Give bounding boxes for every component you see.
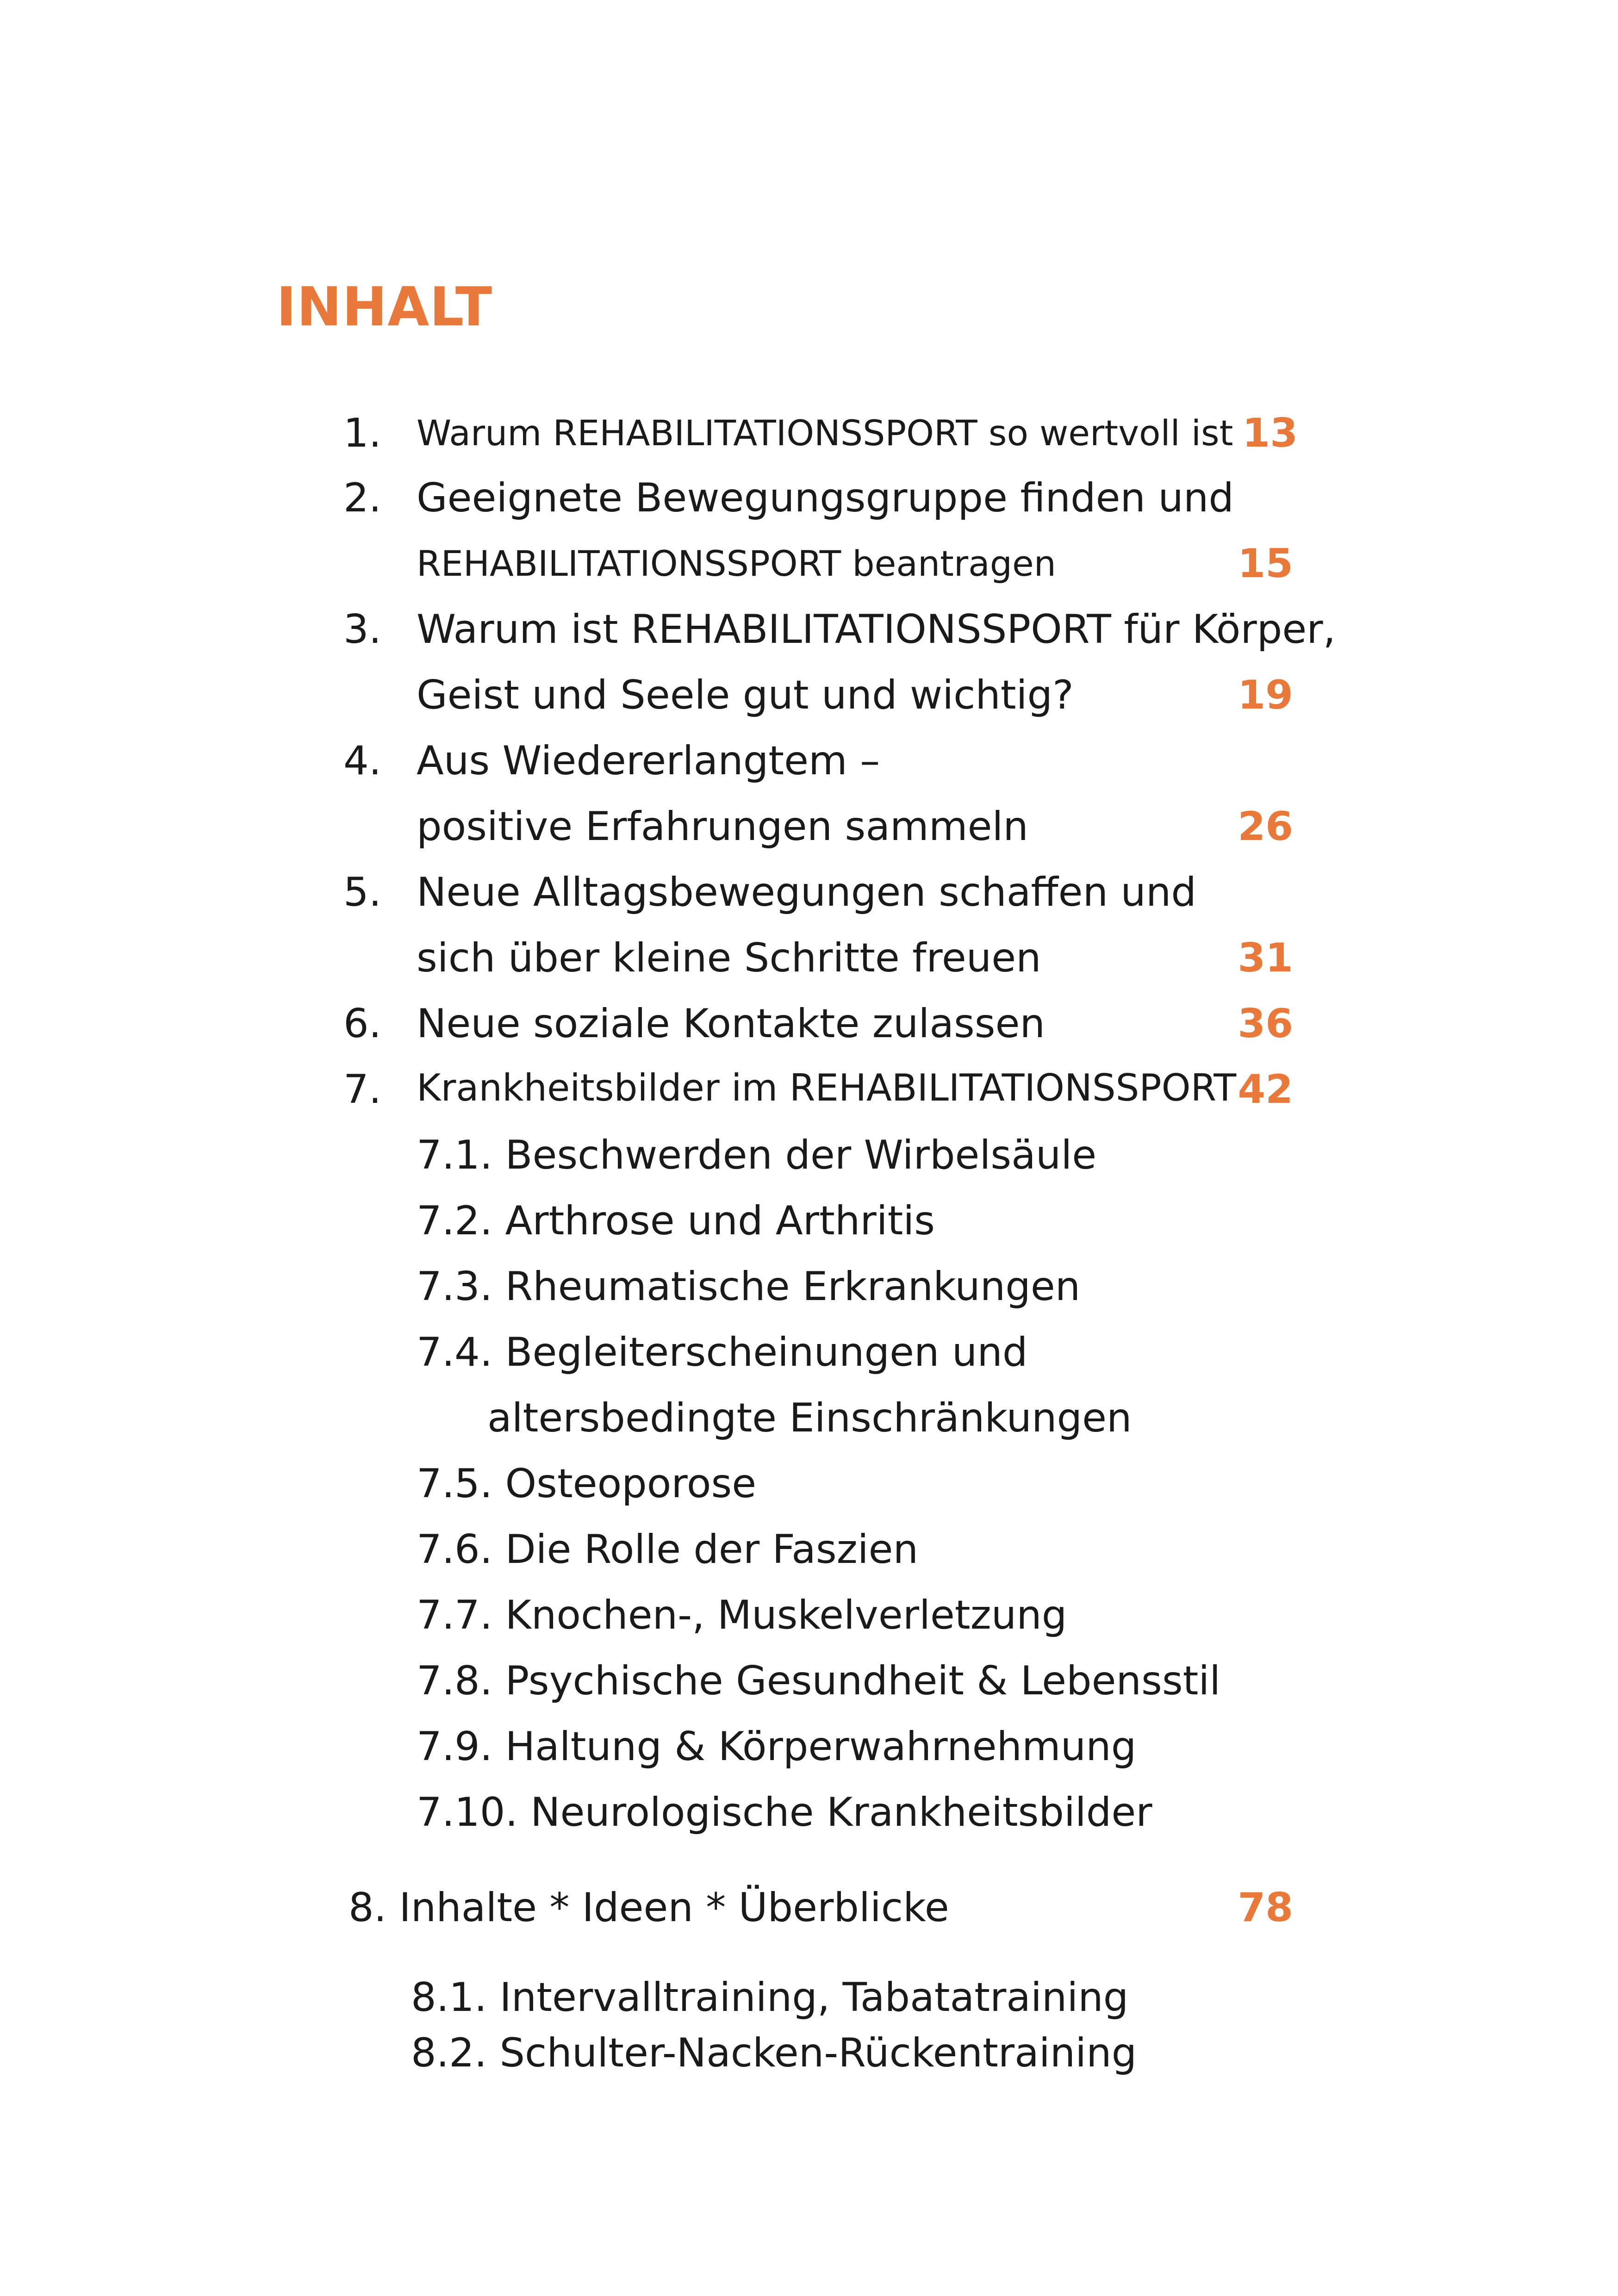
toc-entry-title: Neue soziale Kontakte zulassen xyxy=(417,1001,1045,1047)
toc-entry-title-cont: positive Erfahrungen sammeln xyxy=(417,803,1028,850)
toc-subentry-7-4-cont: altersbedingte Einschränkungen xyxy=(487,1395,1132,1441)
toc-entry-number: 4. xyxy=(343,738,382,784)
toc-subentry-7-8[interactable]: 7.8. Psychische Gesundheit & Lebensstil xyxy=(417,1658,1221,1704)
toc-subentry-8-2[interactable]: 8.2. Schulter-Nacken-Rückentraining xyxy=(411,2030,1137,2076)
toc-entry-title: Warum REHABILITATIONSSPORT so wertvoll ist xyxy=(417,412,1233,454)
toc-subentry-7-7[interactable]: 7.7. Knochen-, Muskelverletzung xyxy=(417,1592,1067,1638)
toc-page-number: 26 xyxy=(1238,803,1293,850)
toc-page-number: 19 xyxy=(1238,672,1293,718)
toc-page-number: 42 xyxy=(1238,1066,1293,1113)
toc-subentry-7-4[interactable]: 7.4. Begleiterscheinungen und xyxy=(417,1329,1028,1375)
toc-entry-number: 6. xyxy=(343,1001,382,1047)
toc-subentry-7-1[interactable]: 7.1. Beschwerden der Wirbelsäule xyxy=(417,1132,1097,1178)
toc-page-number: 36 xyxy=(1238,1001,1293,1047)
page-title: INHALT xyxy=(276,276,492,338)
toc-entry-title: Neue Alltagsbewegungen schaffen und xyxy=(417,869,1197,915)
toc-entry-title: Krankheitsbilder im REHABILITATIONSSPORT xyxy=(417,1066,1237,1109)
toc-entry-title-cont: REHABILITATIONSSPORT beantragen xyxy=(417,543,1056,584)
toc-entry-title: 8. Inhalte * Ideen * Überblicke xyxy=(348,1885,949,1931)
toc-subentry-7-5[interactable]: 7.5. Osteoporose xyxy=(417,1461,757,1507)
toc-entry-title: Aus Wiedererlangtem – xyxy=(417,738,880,784)
toc-page-number: 78 xyxy=(1238,1885,1293,1931)
toc-page-number: 13 xyxy=(1242,410,1298,456)
toc-subentry-7-10[interactable]: 7.10. Neurologische Krankheitsbilder xyxy=(417,1789,1152,1836)
toc-subentry-7-9[interactable]: 7.9. Haltung & Körperwahrnehmung xyxy=(417,1724,1137,1770)
toc-subentry-8-1[interactable]: 8.1. Intervalltraining, Tabatatraining xyxy=(411,1974,1129,2021)
toc-subentry-7-2[interactable]: 7.2. Arthrose und Arthritis xyxy=(417,1198,935,1244)
toc-entry-title-cont: sich über kleine Schritte freuen xyxy=(417,935,1041,981)
toc-entry-title: Warum ist REHABILITATIONSSPORT für Körper, xyxy=(417,606,1336,653)
toc-entry-number: 5. xyxy=(343,869,382,915)
toc-entry-number: 2. xyxy=(343,475,382,521)
toc-entry-title-cont: Geist und Seele gut und wichtig? xyxy=(417,672,1074,718)
toc-entry-title: Geeignete Bewegungsgruppe finden und xyxy=(417,475,1234,521)
toc-entry-number: 3. xyxy=(343,606,382,653)
toc-page-number: 15 xyxy=(1238,541,1293,587)
toc-entry-number: 1. xyxy=(343,410,382,456)
toc-page-number: 31 xyxy=(1238,935,1293,981)
toc-subentry-7-6[interactable]: 7.6. Die Rolle der Faszien xyxy=(417,1526,919,1573)
toc-entry-number: 7. xyxy=(343,1066,382,1113)
toc-subentry-7-3[interactable]: 7.3. Rheumatische Erkrankungen xyxy=(417,1263,1081,1310)
